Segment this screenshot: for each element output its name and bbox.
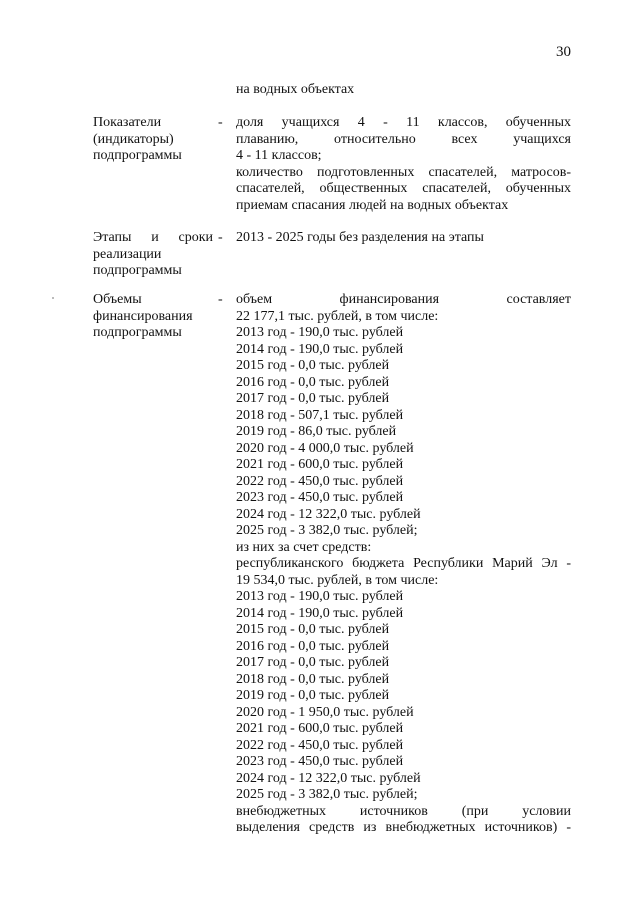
value-line: 2017 год - 0,0 тыс. рублей [236, 655, 390, 670]
value-line: 2017 год - 0,0 тыс. рублей [236, 391, 390, 406]
section-dash: - [218, 230, 223, 245]
value-line: внебюджетных источников (при условии [236, 803, 571, 819]
page-number: 30 [556, 44, 571, 60]
section-value [236, 230, 571, 247]
value-line: из них за счет средств: [236, 539, 372, 555]
value-line: 2020 год - 1 950,0 тыс. рублей [236, 704, 414, 720]
value-line: 2013 - 2025 годы без разделения на этапы [236, 230, 484, 245]
value-line: 2024 год - 12 322,0 тыс. рублей [236, 770, 421, 786]
value-line: 2023 год - 450,0 тыс. рублей [236, 754, 404, 769]
value-line: 2015 год - 0,0 тыс. рублей [236, 358, 390, 373]
value-line: 2018 год - 0,0 тыс. рублей [236, 671, 390, 687]
label-line: реализации [93, 246, 162, 262]
value-line: 19 534,0 тыс. рублей, в том числе: [236, 572, 439, 588]
value-line: спасателей, общественных спасателей, обученных [236, 181, 571, 196]
section-label [93, 292, 213, 342]
section-label [93, 230, 213, 280]
continuation-text: на водных объектах [236, 82, 355, 97]
value-line: количество подготовленных спасателей, матросов- [236, 164, 571, 180]
value-line: 2013 год - 190,0 тыс. рублей [236, 325, 404, 340]
section-dash: - [218, 115, 223, 130]
value-line: 2018 год - 507,1 тыс. рублей [236, 407, 404, 423]
value-line: 2022 год - 450,0 тыс. рублей [236, 737, 404, 753]
label-line: подпрограммы [93, 148, 182, 163]
section-dash: - [218, 292, 223, 307]
value-line: 2025 год - 3 382,0 тыс. рублей; [236, 523, 418, 538]
value-line: 2023 год - 450,0 тыс. рублей [236, 490, 404, 505]
section-value [236, 115, 571, 214]
label-line: Этапы и сроки [93, 230, 213, 245]
value-line: 2013 год - 190,0 тыс. рублей [236, 589, 404, 604]
section-label [93, 115, 213, 165]
value-line: объем финансирования составляет [236, 292, 571, 307]
value-line: 4 - 11 классов; [236, 148, 322, 163]
label-line: финансирования [93, 308, 193, 324]
value-line: 2024 год - 12 322,0 тыс. рублей [236, 506, 421, 522]
label-line: Объемы [93, 292, 142, 307]
label-line: подпрограммы [93, 263, 182, 278]
value-line: 22 177,1 тыс. рублей, в том числе: [236, 308, 439, 324]
value-line: доля учащихся 4 - 11 классов, обученных [236, 115, 571, 130]
value-line: выделения средств из внебюджетных источников) - [236, 820, 571, 835]
scan-mark [52, 297, 54, 299]
value-line: приемам спасания людей на водных объектах [236, 197, 509, 213]
label-line: (индикаторы) [93, 131, 174, 147]
value-line: плаванию, относительно всех учащихся [236, 131, 571, 147]
value-line: 2021 год - 600,0 тыс. рублей [236, 721, 404, 736]
value-line: 2019 год - 86,0 тыс. рублей [236, 424, 397, 439]
value-line: 2015 год - 0,0 тыс. рублей [236, 622, 390, 637]
value-line: 2014 год - 190,0 тыс. рублей [236, 605, 404, 621]
section-value [236, 292, 571, 837]
label-line: Показатели [93, 115, 162, 130]
value-line: 2022 год - 450,0 тыс. рублей [236, 473, 404, 489]
value-line: 2016 год - 0,0 тыс. рублей [236, 374, 390, 390]
value-line: 2014 год - 190,0 тыс. рублей [236, 341, 404, 357]
label-line: подпрограммы [93, 325, 182, 340]
value-line: 2019 год - 0,0 тыс. рублей [236, 688, 390, 703]
value-line: 2020 год - 4 000,0 тыс. рублей [236, 440, 414, 456]
value-line: 2021 год - 600,0 тыс. рублей [236, 457, 404, 472]
value-line: республиканского бюджета Республики Марий Эл - [236, 556, 571, 571]
value-line: 2016 год - 0,0 тыс. рублей [236, 638, 390, 654]
value-line: 2025 год - 3 382,0 тыс. рублей; [236, 787, 418, 802]
